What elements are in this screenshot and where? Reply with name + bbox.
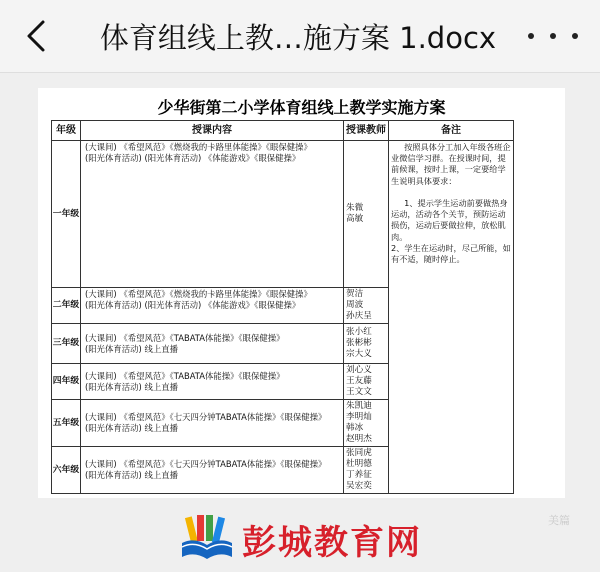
teacher-name: 张彬彬 [346, 338, 372, 348]
content-cell [81, 447, 344, 494]
content-cell [81, 141, 344, 288]
table-header-row [52, 121, 514, 141]
grade-cell: 一年级 [52, 141, 81, 288]
back-button[interactable] [18, 18, 54, 54]
teacher-name: 朱凯迪 [346, 401, 372, 411]
content-line: (大课间) 《希望风范》《七天四分钟TABATA体能操》《眼保健操》 [85, 412, 327, 422]
logo-text: 彭城教育网 [242, 522, 422, 563]
teacher-name: 高敏 [346, 214, 364, 224]
column-header-grade: 年级 [52, 121, 81, 141]
document-file-title: 体育组线上教…施方案 1.docx [99, 21, 497, 55]
more-dot-icon [572, 33, 578, 39]
teacher-name: 王文文 [346, 387, 372, 397]
content-line: (大课间) 《希望风范》《TABATA体能操》《眼保健操》 [85, 332, 285, 343]
more-dot-icon [550, 33, 556, 39]
document-heading: 少华街第二小学体育组线上教学实施方案 [157, 98, 446, 117]
content-line: (阳光体育活动) (阳光体育活动) 《体能游戏》《眼保健操》 [85, 300, 301, 310]
top-navigation-bar [0, 0, 600, 73]
content-line: (阳光体育活动) 线上直播 [85, 470, 178, 480]
notes-item: 1、提示学生运动前要做热身运动，活动各个关节，预防运动损伤，运动后要做拉伸，放松肌肉。 [391, 198, 508, 242]
grade-cell: 三年级 [52, 324, 81, 364]
grade-cell: 四年级 [52, 364, 81, 400]
more-dot-icon [528, 33, 534, 39]
document-page [38, 88, 565, 498]
teacher-cell [344, 447, 389, 494]
teacher-name: 王友藤 [346, 376, 372, 386]
content-line: (阳光体育活动) 线上直播 [85, 423, 178, 433]
teacher-name: 周波 [346, 300, 364, 310]
content-line: (阳光体育活动) 线上直播 [85, 381, 178, 392]
teacher-name: 刘心义 [346, 365, 372, 375]
content-line: (大课间) 《希望风范》《TABATA体能操》《眼保健操》 [85, 370, 285, 381]
teacher-name: 吴宏奕 [346, 481, 372, 491]
content-cell [81, 400, 344, 447]
content-line: (阳光体育活动) (阳光体育活动) 《体能游戏》《眼保健操》 [85, 153, 301, 163]
more-options-button[interactable] [528, 26, 578, 46]
grade-cell: 六年级 [52, 447, 81, 494]
teacher-name: 杜明德 [346, 459, 372, 469]
column-header-content: 授课内容 [81, 121, 344, 141]
teacher-name: 韩冰 [346, 423, 364, 433]
table-row [52, 141, 514, 288]
teacher-name: 赵明杰 [346, 434, 372, 444]
teacher-cell [344, 364, 389, 400]
teacher-name: 张小红 [346, 327, 372, 337]
teacher-name: 张同虎 [346, 448, 372, 458]
teacher-cell [344, 324, 389, 364]
teacher-name: 李明灿 [346, 412, 372, 422]
content-cell [81, 324, 344, 364]
content-line: (大课间) 《希望风范》《燃烧我的卡路里体能操》《眼保健操》 [85, 289, 312, 299]
teacher-cell [344, 400, 389, 447]
watermark-label: 美篇 [548, 514, 570, 527]
teacher-name: 孙庆呈 [346, 311, 372, 321]
teacher-name: 宗大义 [346, 349, 372, 359]
teacher-name: 朱微 [346, 203, 364, 213]
content-cell [81, 364, 344, 400]
schedule-table [51, 120, 514, 494]
notes-paragraph: 按照具体分工加入年级各班企业微信学习群。在授课时间，提前候课，按时上课，一定要给学生说明具体要求： [391, 142, 511, 186]
column-header-teacher: 授课教师 [344, 121, 389, 141]
teacher-cell [344, 288, 389, 324]
chevron-left-icon [25, 19, 47, 53]
teacher-name: 丁养征 [346, 470, 372, 480]
column-header-notes: 备注 [389, 121, 514, 141]
grade-cell: 二年级 [52, 288, 81, 324]
content-cell [81, 288, 344, 324]
notes-cell [389, 141, 514, 494]
content-line: (大课间) 《希望风范》《燃烧我的卡路里体能操》《眼保健操》 [85, 142, 312, 152]
teacher-cell [344, 141, 389, 288]
book-pencils-logo-icon [178, 513, 236, 565]
content-line: (大课间) 《希望风范》《七天四分钟TABATA体能操》《眼保健操》 [85, 459, 327, 469]
content-line: (阳光体育活动) 线上直播 [85, 343, 178, 354]
grade-cell: 五年级 [52, 400, 81, 447]
notes-item: 2、学生在运动时，尽己所能，如有不适，随时停止。 [391, 242, 511, 265]
site-logo [178, 512, 458, 566]
teacher-name: 贺洁 [346, 289, 364, 299]
